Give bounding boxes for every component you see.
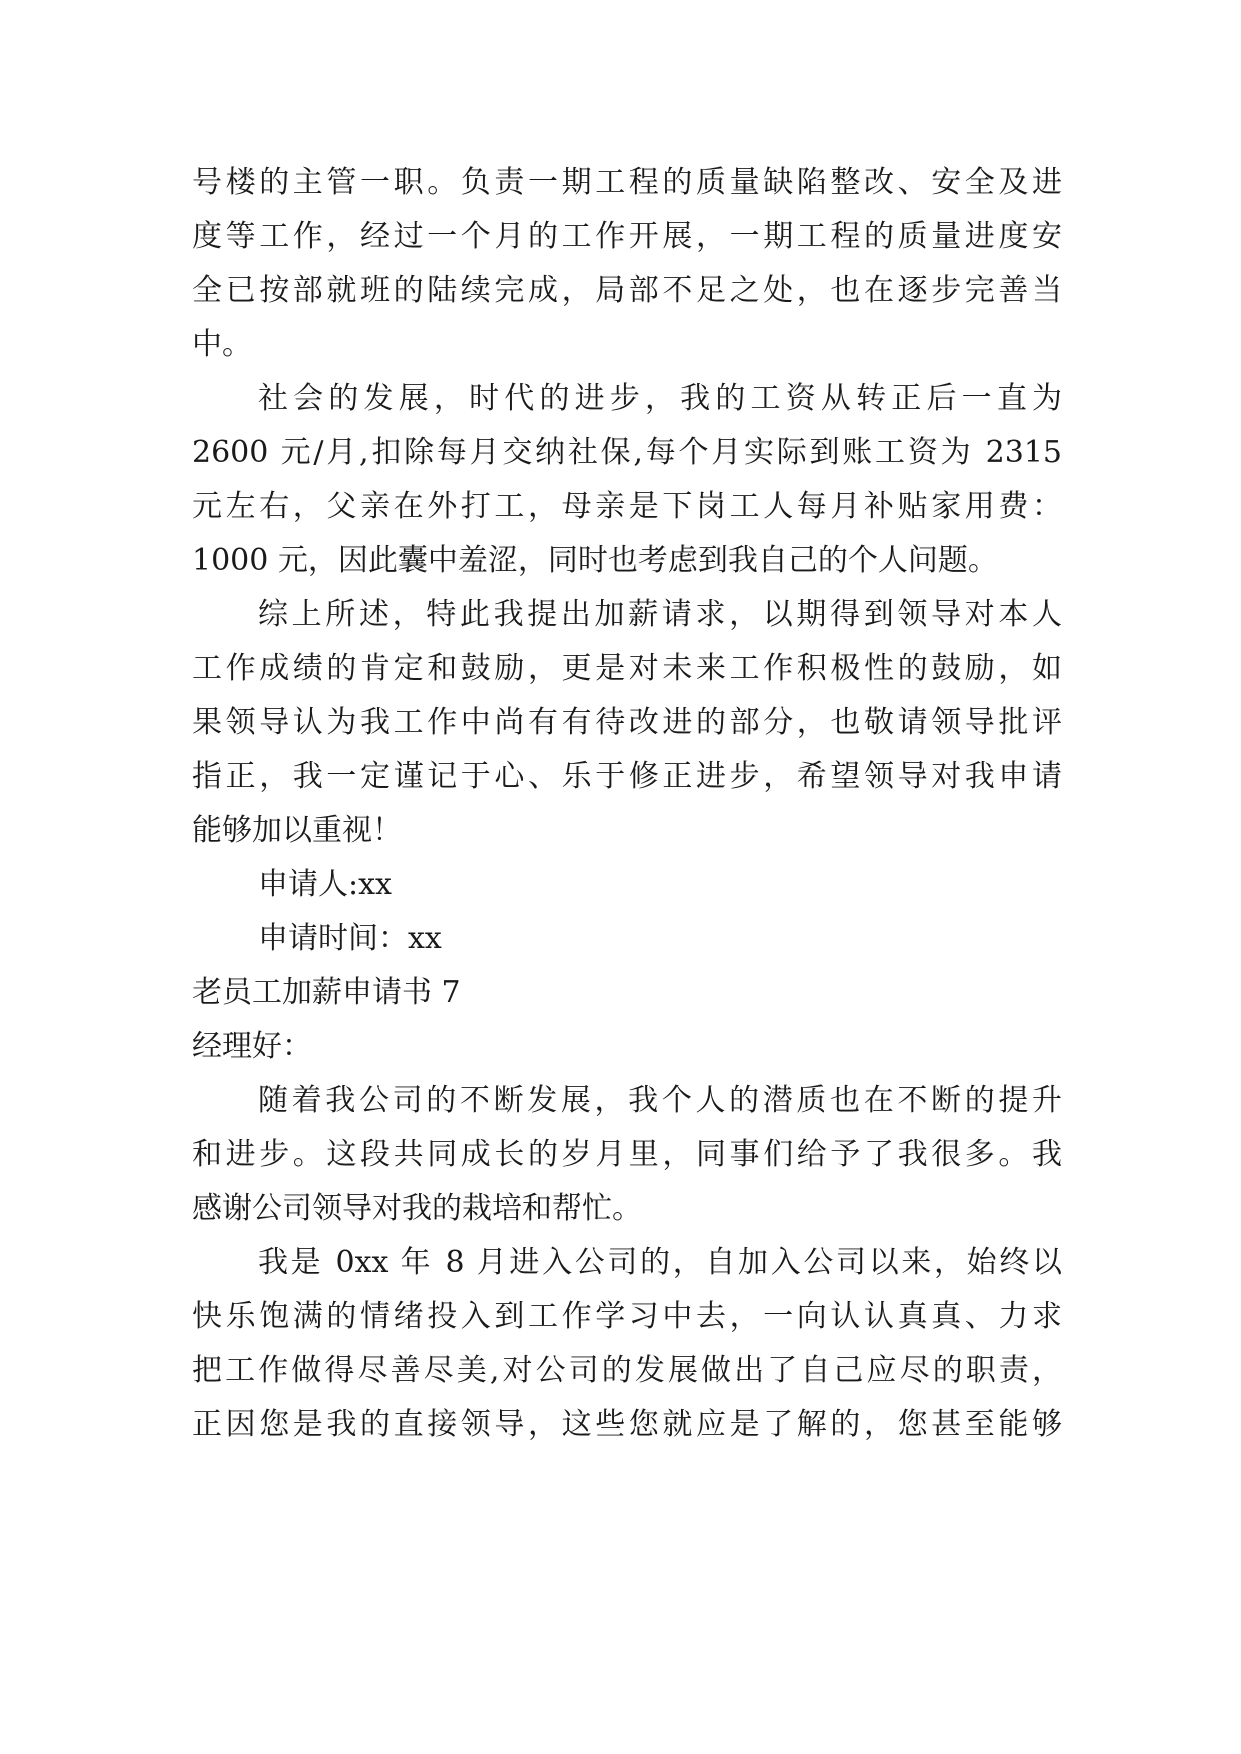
paragraph-line-18: 随着我公司的不断发展，我个人的潜质也在不断的提升 <box>258 1083 1062 1118</box>
section-title: 老员工加薪申请书 7 <box>192 975 461 1010</box>
paragraph-line-8: 1000 元，因此囊中羞涩，同时也考虑到我自己的个人问题。 <box>192 543 998 578</box>
paragraph-line-23: 把工作做得尽善尽美,对公司的发展做出了自己应尽的职责， <box>192 1353 1062 1388</box>
paragraph-line-9: 综上所述，特此我提出加薪请求，以期得到领导对本人 <box>258 597 1062 632</box>
paragraph-line-19: 和进步。这段共同成长的岁月里，同事们给予了我很多。我 <box>192 1137 1062 1172</box>
applicant-line: 申请人:xx <box>258 867 392 902</box>
paragraph-line-22: 快乐饱满的情绪投入到工作学习中去，一向认认真真、力求 <box>192 1299 1062 1334</box>
paragraph-line-11: 果领导认为我工作中尚有有待改进的部分，也敬请领导批评 <box>192 705 1062 740</box>
paragraph-line-12: 指正，我一定谨记于心、乐于修正进步，希望领导对我申请 <box>192 759 1062 794</box>
paragraph-line-6: 2600 元/月,扣除每月交纳社保,每个月实际到账工资为 2315 <box>192 435 1062 470</box>
paragraph-line-24: 正因您是我的直接领导，这些您就应是了解的，您甚至能够 <box>192 1407 1062 1442</box>
paragraph-line-21: 我是 0xx 年 8 月进入公司的，自加入公司以来，始终以 <box>258 1245 1062 1280</box>
paragraph-line-13: 能够加以重视！ <box>192 813 402 848</box>
paragraph-line-1: 号楼的主管一职。负责一期工程的质量缺陷整改、安全及进 <box>192 165 1062 200</box>
paragraph-line-7: 元左右，父亲在外打工，母亲是下岗工人每月补贴家用费： <box>192 489 1062 524</box>
paragraph-line-3: 全已按部就班的陆续完成，局部不足之处，也在逐步完善当 <box>192 273 1062 308</box>
paragraph-line-4: 中。 <box>192 327 252 362</box>
paragraph-line-10: 工作成绩的肯定和鼓励，更是对未来工作积极性的鼓励，如 <box>192 651 1062 686</box>
paragraph-line-5: 社会的发展，时代的进步，我的工资从转正后一直为 <box>258 381 1062 416</box>
application-date-line: 申请时间：xx <box>258 921 442 956</box>
salutation: 经理好： <box>192 1029 312 1064</box>
paragraph-line-2: 度等工作，经过一个月的工作开展，一期工程的质量进度安 <box>192 219 1062 254</box>
paragraph-line-20: 感谢公司领导对我的栽培和帮忙。 <box>192 1191 642 1226</box>
